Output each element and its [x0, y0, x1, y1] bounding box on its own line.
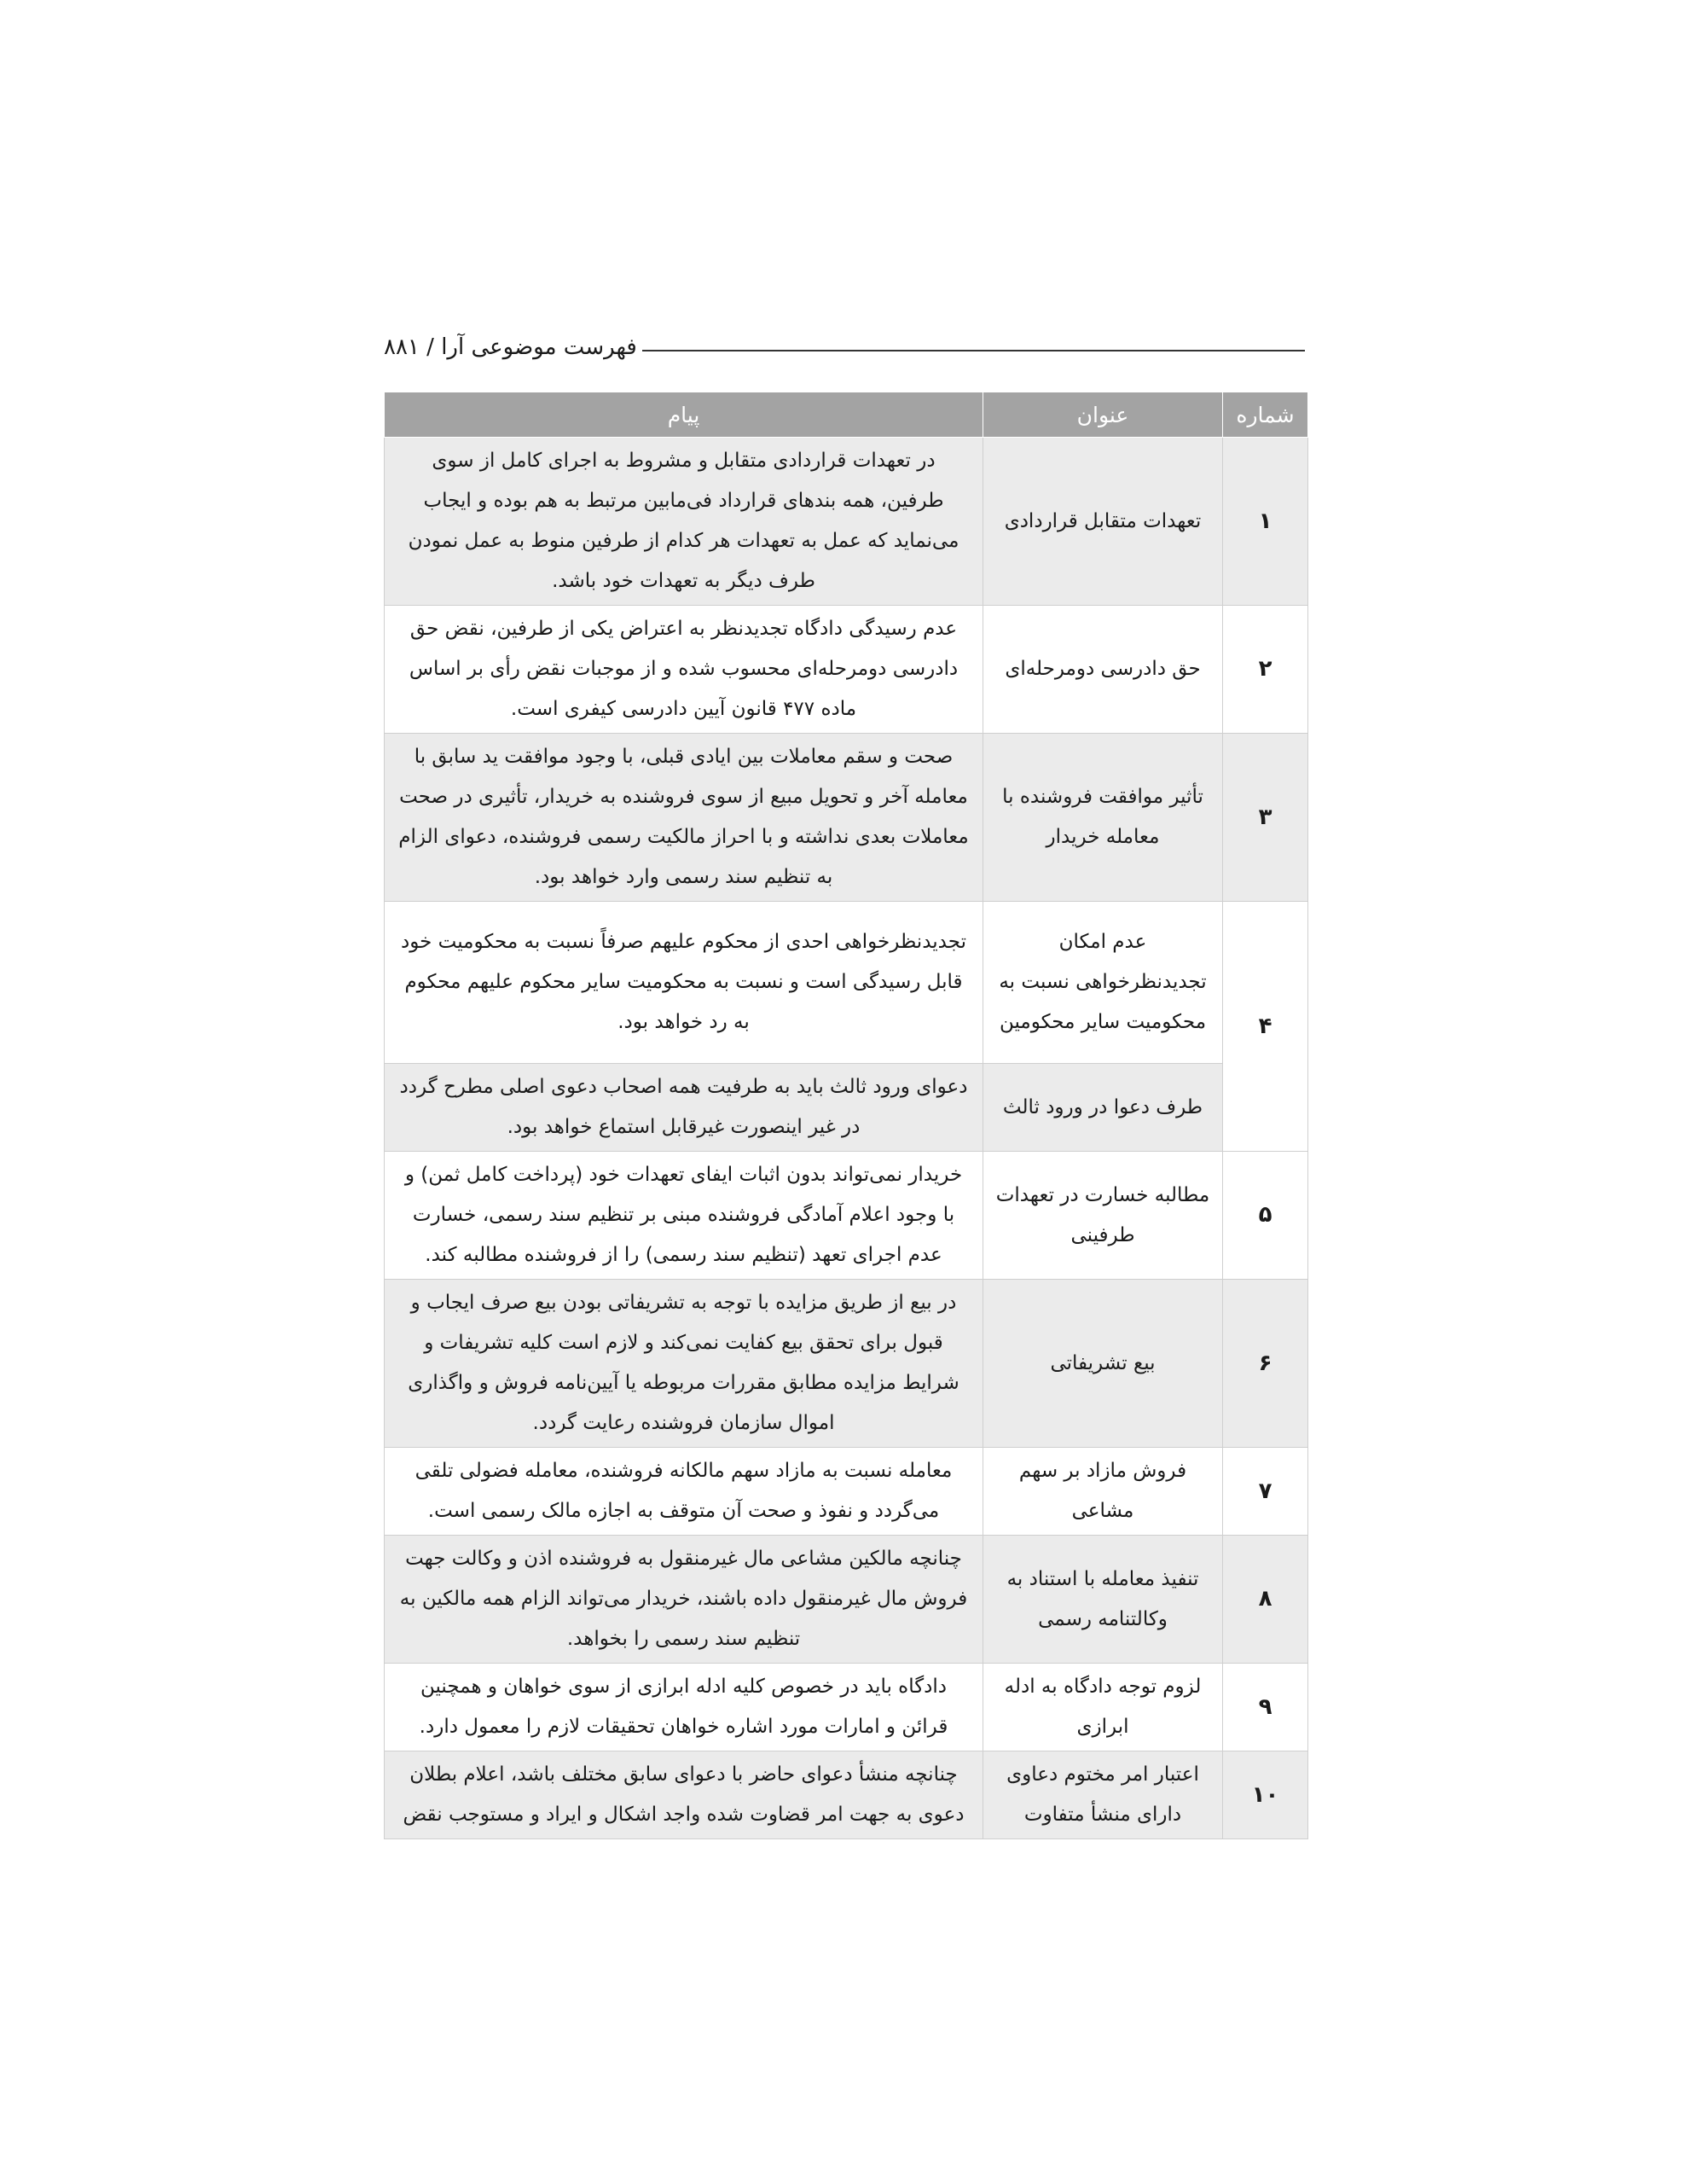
- header-rule: [642, 350, 1305, 351]
- table-row: [385, 1064, 1308, 1152]
- row-number: ۲: [1223, 606, 1308, 734]
- row-title: لزوم توجه دادگاه به ادله ابرازی: [983, 1664, 1223, 1751]
- row-title: تأثیر موافقت فروشنده با معامله خریدار: [983, 734, 1223, 902]
- page-number: ۸۸۱: [384, 334, 420, 360]
- row-message: تجدیدنظرخواهی احدی از محکوم علیهم صرفاً نسبت به محکومیت خود قابل رسیدگی است و نسبت به محکومیت سایر محکوم علیهم محکوم به رد خواهد بود.: [385, 902, 983, 1064]
- row-number: ۸: [1223, 1536, 1308, 1664]
- table-row: [385, 1448, 1308, 1536]
- row-number: ۴: [1223, 902, 1308, 1152]
- row-number: ۷: [1223, 1448, 1308, 1536]
- row-number: ۶: [1223, 1280, 1308, 1448]
- row-message: دادگاه باید در خصوص کلیه ادله ابرازی از سوی خواهان و همچنین قرائن و امارات مورد اشاره خواهان تحقیقات لازم را معمول دارد.: [385, 1664, 983, 1751]
- row-number: ۱۰: [1223, 1751, 1308, 1839]
- row-message: چنانچه منشأ دعوای حاضر با دعوای سابق مختلف باشد، اعلام بطلان دعوی به جهت امر قضاوت شده واجد اشکال و ایراد و مستوجب نقض: [385, 1751, 983, 1839]
- row-message: صحت و سقم معاملات بین ایادی قبلی، با وجود موافقت ید سابق با معامله آخر و تحویل مبیع از سوی فروشنده به خریدار، تأثیری در صحت معاملات بعدی نداشته و با احراز مالکیت رسمی فروشنده، دعوای الزام به تنظیم سند رسمی وارد خواهد بود.: [385, 734, 983, 902]
- row-message: دعوای ورود ثالث باید به طرفیت همه اصحاب دعوی اصلی مطرح گردد در غیر اینصورت غیرقابل استماع خواهد بود.: [385, 1064, 983, 1152]
- row-message: در تعهدات قراردادی متقابل و مشروط به اجرای کامل از سوی طرفین، همه بندهای قرارداد فی‌مابین مرتبط به هم بوده و ایجاب می‌نماید که عمل به تعهدات هر کدام از طرفین منوط به عمل نمودن طرف دیگر به تعهدات خود باشد.: [385, 438, 983, 606]
- row-message: عدم رسیدگی دادگاه تجدیدنظر به اعتراض یکی از طرفین، نقض حق دادرسی دومرحله‌ای محسوب شده و از موجبات نقض رأی بر اساس ماده ۴۷۷ قانون آیین دادرسی کیفری است.: [385, 606, 983, 734]
- column-header-message: پیام: [385, 392, 983, 438]
- table-row: [385, 1152, 1308, 1280]
- column-header-title: عنوان: [983, 392, 1223, 438]
- row-number: ۹: [1223, 1664, 1308, 1751]
- row-title: تنفیذ معامله با استناد به وکالتنامه رسمی: [983, 1536, 1223, 1664]
- row-title: حق دادرسی دومرحله‌ای: [983, 606, 1223, 734]
- table-row: [385, 1536, 1308, 1664]
- table-row: [385, 902, 1308, 1064]
- row-number: ۱: [1223, 438, 1308, 606]
- header-title: فهرست موضوعی آرا: [441, 334, 637, 360]
- table-row: [385, 1280, 1308, 1448]
- running-header: [384, 322, 1305, 360]
- row-title: بیع تشریفاتی: [983, 1280, 1223, 1448]
- table-row: [385, 1751, 1308, 1839]
- row-title: تعهدات متقابل قراردادی: [983, 438, 1223, 606]
- row-title: اعتبار امر مختوم دعاوی دارای منشأ متفاوت: [983, 1751, 1223, 1839]
- table-header-row: [385, 392, 1308, 438]
- row-message: چنانچه مالکین مشاعی مال غیرمنقول به فروشنده اذن و وکالت جهت فروش مال غیرمنقول داده باشند، خریدار می‌تواند الزام همه مالکین به تنظیم سند رسمی را بخواهد.: [385, 1536, 983, 1664]
- table-row: [385, 734, 1308, 902]
- row-title: عدم امکان تجدیدنظرخواهی نسبت به محکومیت سایر محکومین: [983, 902, 1223, 1064]
- column-header-number: شماره: [1223, 392, 1308, 438]
- table-row: [385, 606, 1308, 734]
- row-message: خریدار نمی‌تواند بدون اثبات ایفای تعهدات خود (پرداخت کامل ثمن) و با وجود اعلام آمادگی فروشنده مبنی بر تنظیم سند رسمی، خسارت عدم اجرای تعهد (تنظیم سند رسمی) را از فروشنده مطالبه کند.: [385, 1152, 983, 1280]
- row-title: مطالبه خسارت در تعهدات طرفینی: [983, 1152, 1223, 1280]
- row-title: طرف دعوا در ورود ثالث: [983, 1064, 1223, 1152]
- table-row: [385, 1664, 1308, 1751]
- row-number: ۵: [1223, 1152, 1308, 1280]
- topic-table: [384, 392, 1308, 1839]
- row-message: در بیع از طریق مزایده با توجه به تشریفاتی بودن بیع صرف ایجاب و قبول برای تحقق بیع کفایت نمی‌کند و لازم است کلیه تشریفات و شرایط مزایده مطابق مقررات مربوطه یا آیین‌نامه فروش و واگذاری اموال سازمان فروشنده رعایت گردد.: [385, 1280, 983, 1448]
- row-message: معامله نسبت به مازاد سهم مالکانه فروشنده، معامله فضولی تلقی می‌گردد و نفوذ و صحت آن متوقف به اجازه مالک رسمی است.: [385, 1448, 983, 1536]
- header-separator: /: [426, 334, 434, 360]
- table-row: [385, 438, 1308, 606]
- row-number: ۳: [1223, 734, 1308, 902]
- header-text: [384, 334, 637, 360]
- row-title: فروش مازاد بر سهم مشاعی: [983, 1448, 1223, 1536]
